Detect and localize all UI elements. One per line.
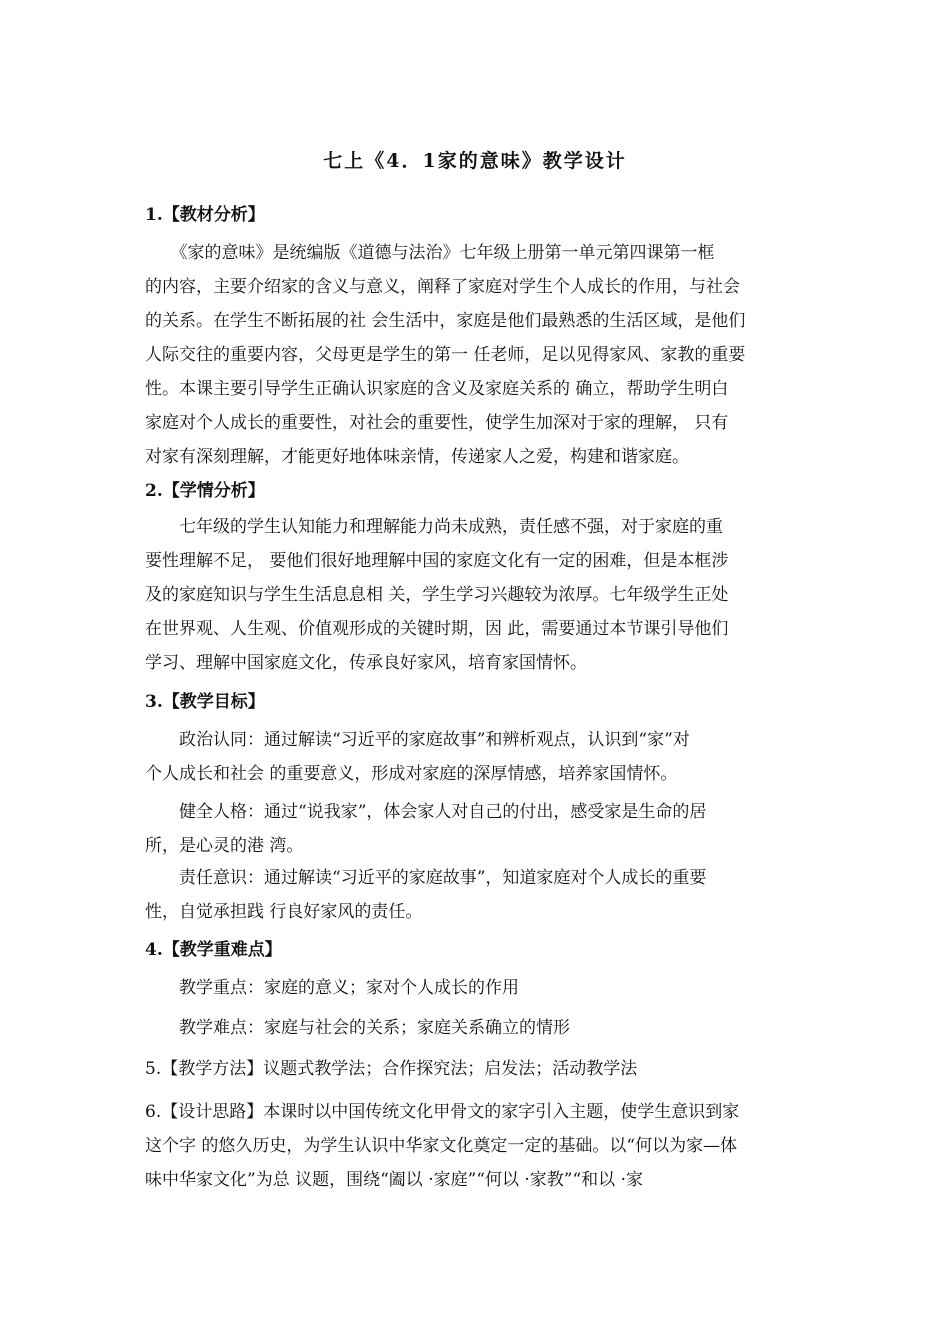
paragraph-line bbox=[145, 1095, 805, 1129]
section-heading-textbook-analysis: 1.【教材分析】 bbox=[145, 205, 265, 225]
paragraph-line: 的内容，主要介绍家的含义与意义，阐释了家庭对学生个人成长的作用，与社会 bbox=[145, 277, 740, 297]
section-label-teaching-methods: 5.【教学方法】 bbox=[145, 1059, 264, 1079]
paragraph-line: 要性理解不足， 要他们很好地理解中国的家庭文化有一定的困难，但是本框涉 bbox=[145, 551, 729, 571]
section-heading-key-difficult-points: 4.【教学重难点】 bbox=[145, 940, 282, 960]
paragraph-line: 人际交往的重要内容，父母更是学生的第一 任老师，足以见得家风、家教的重要 bbox=[145, 345, 746, 365]
section-heading-student-analysis: 2.【学情分析】 bbox=[145, 481, 265, 501]
paragraph-line: 性，自觉承担践 行良好家风的责任。 bbox=[145, 902, 423, 922]
document-title: 七上《4．1家的意味》教学设计 bbox=[323, 150, 627, 172]
paragraph-line: 《家的意味》是统编版《道德与法治》七年级上册第一单元第四课第一框 bbox=[145, 243, 715, 263]
paragraph-line: 这个字 的悠久历史，为学生认识中华家文化奠定一定的基础。以“何以为家—体 bbox=[145, 1136, 738, 1156]
paragraph-line: 的关系。在学生不断拓展的社 会生活中，家庭是他们最熟悉的生活区域，是他们 bbox=[145, 311, 746, 331]
paragraph-line: 学习、理解中国家庭文化，传承良好家风，培育家国情怀。 bbox=[145, 653, 587, 673]
paragraph-line: 健全人格：通过“说我家”，体会家人对自己的付出，感受家是生命的居 bbox=[145, 802, 707, 822]
goal-healthy-personality bbox=[145, 795, 805, 863]
teaching-difficult-point: 教学难点：家庭与社会的关系；家庭关系确立的情形 bbox=[145, 1018, 570, 1038]
goal-political-identity bbox=[145, 723, 805, 791]
paragraph-line: 个人成长和社会 的重要意义，形成对家庭的深厚情感，培养家国情怀。 bbox=[145, 764, 678, 784]
student-analysis-paragraph bbox=[145, 510, 805, 680]
teaching-methods-text: 议题式教学法；合作探究法；启发法；活动教学法 bbox=[263, 1059, 638, 1079]
paragraph-line: 家庭对个人成长的重要性，对社会的重要性，使学生加深对于家的理解， 只有 bbox=[145, 413, 729, 433]
paragraph-line: 所，是心灵的港 湾。 bbox=[145, 836, 304, 856]
paragraph-line: 在世界观、人生观、价值观形成的关键时期，因 此，需要通过本节课引导他们 bbox=[145, 619, 729, 639]
teaching-key-point: 教学重点：家庭的意义；家对个人成长的作用 bbox=[145, 978, 519, 998]
section-label-design-idea: 6.【设计思路】 bbox=[145, 1102, 264, 1122]
paragraph-line: 对家有深刻理解，才能更好地体味亲情，传递家人之爱，构建和谐家庭。 bbox=[145, 447, 689, 467]
design-idea-first-line-text: 本课时以中国传统文化甲骨文的家字引入主题，使学生意识到家 bbox=[263, 1102, 740, 1122]
textbook-analysis-paragraph bbox=[145, 236, 805, 474]
paragraph-line: 性。本课主要引导学生正确认识家庭的含义及家庭关系的 确立，帮助学生明白 bbox=[145, 379, 729, 399]
design-idea-paragraph bbox=[145, 1095, 805, 1197]
goal-sense-of-responsibility bbox=[145, 861, 805, 929]
paragraph-line: 七年级的学生认知能力和理解能力尚未成熟，责任感不强，对于家庭的重 bbox=[145, 517, 723, 537]
paragraph-line: 责任意识：通过解读“习近平的家庭故事”，知道家庭对个人成长的重要 bbox=[145, 868, 707, 888]
paragraph-line: 味中华家文化”为总 议题，围绕“阖以 ·家庭”“何以 ·家教”“和以 ·家 bbox=[145, 1170, 643, 1190]
teaching-methods-line bbox=[145, 1052, 637, 1086]
paragraph-line: 政治认同：通过解读“习近平的家庭故事”和辨析观点，认识到“家”对 bbox=[145, 730, 690, 750]
paragraph-line: 及的家庭知识与学生生活息息相 关，学生学习兴趣较为浓厚。七年级学生正处 bbox=[145, 585, 729, 605]
section-heading-teaching-goals: 3.【教学目标】 bbox=[145, 692, 265, 712]
